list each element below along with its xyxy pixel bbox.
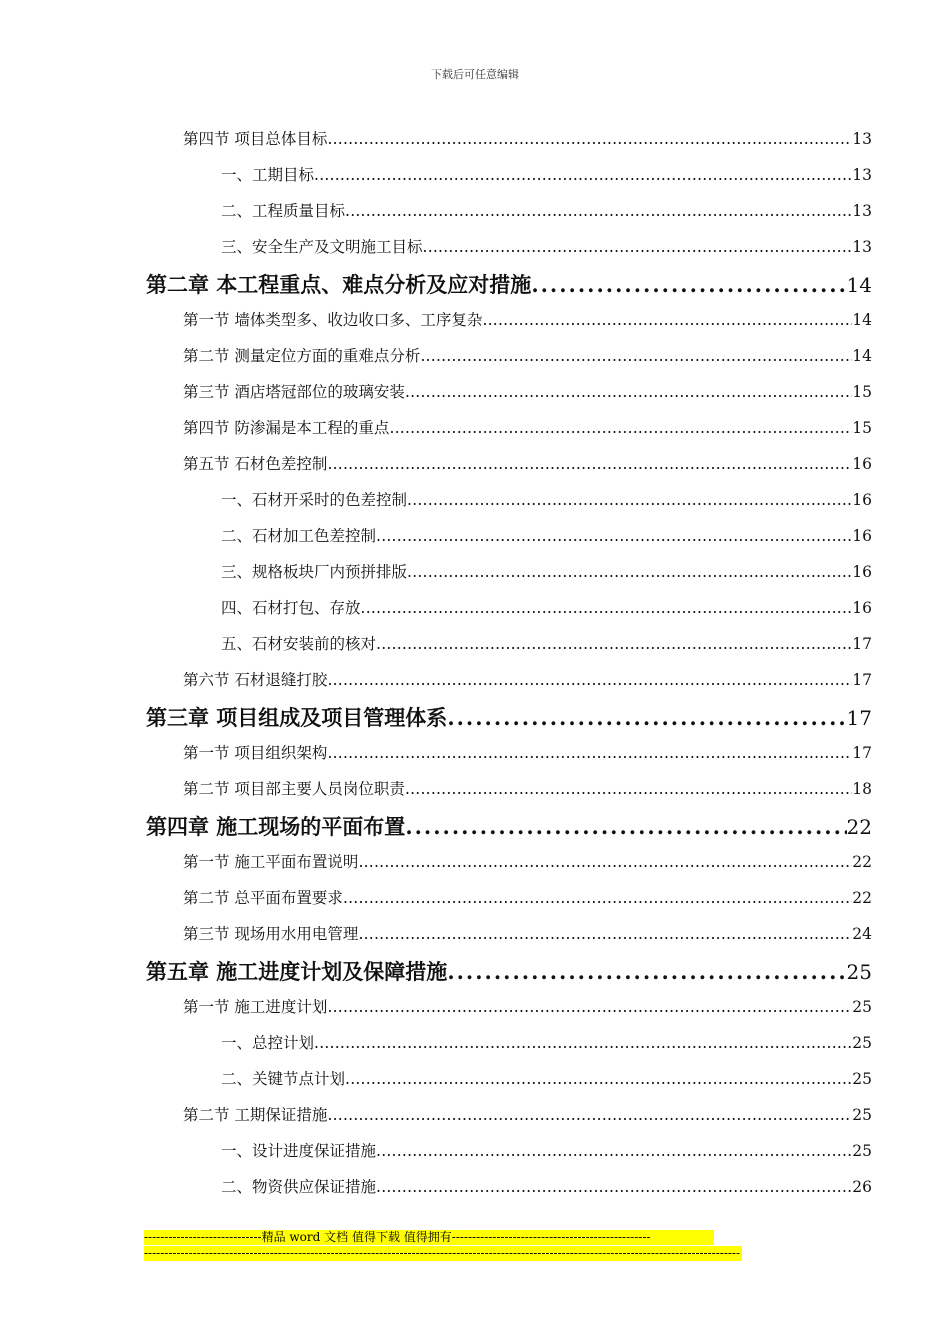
toc-entry-title: 第一节 项目组织架构 [183,744,328,762]
toc-entry-page: 25 [846,960,872,984]
toc-leader-dots [531,268,846,302]
toc-entry-title: 三、安全生产及文明施工目标 [221,238,423,256]
toc-entry-page: 26 [852,1178,872,1196]
toc-entry[interactable] [146,413,872,449]
toc-entry-page: 24 [852,925,872,943]
toc-leader-dots [447,955,846,989]
footer-divider-line: --------------------------------------------------------------------------------------------------------------------------------------------------- [144,1246,741,1260]
toc-leader-dots [423,232,853,262]
toc-leader-dots [327,449,852,479]
toc-entry-title: 第三节 现场用水用电管理 [183,925,359,943]
toc-leader-dots [407,485,852,515]
toc-entry-page: 25 [852,1070,872,1088]
toc-entry-title: 四、石材打包、存放 [221,599,361,617]
toc-leader-dots [345,196,852,226]
toc-entry-page: 16 [852,563,872,581]
toc-entry-page: 16 [852,599,872,617]
toc-leader-dots [407,557,852,587]
toc-entry-title: 第四节 项目总体目标 [183,130,328,148]
toc-entry-page: 22 [846,815,872,839]
toc-leader-dots [361,593,853,623]
toc-entry[interactable] [146,521,872,557]
toc-entry[interactable] [146,485,872,521]
toc-entry-title: 一、工期目标 [221,166,315,184]
toc-entry[interactable] [146,1136,872,1172]
toc-entry-page: 15 [852,383,872,401]
toc-entry-page: 25 [852,1106,872,1124]
footer-watermark-line: -----------------------------精品 word 文档 值得下载 值得拥有------------------------------------------------- [144,1230,714,1245]
toc-leader-dots [358,847,852,877]
toc-entry[interactable] [146,449,872,485]
toc-entry-page: 14 [852,347,872,365]
toc-entry-title: 五、石材安装前的核对 [221,635,377,653]
toc-leader-dots [405,774,852,804]
toc-entry[interactable] [146,847,872,883]
toc-entry[interactable] [146,593,872,629]
page-header: 下载后可任意编辑 [431,68,519,81]
toc-entry[interactable] [146,341,872,377]
toc-entry[interactable] [146,629,872,665]
toc-entry[interactable] [146,992,872,1028]
toc-entry-page: 25 [852,1142,872,1160]
toc-entry-title: 第一节 施工进度计划 [183,998,328,1016]
toc-entry-page: 17 [852,744,872,762]
toc-entry[interactable] [146,124,872,160]
toc-entry-page: 25 [852,998,872,1016]
toc-entry-title: 第二节 项目部主要人员岗位职责 [183,780,405,798]
toc-entry[interactable] [146,557,872,593]
toc-entry-page: 17 [852,671,872,689]
toc-entry[interactable] [146,883,872,919]
toc-leader-dots [327,1100,852,1130]
toc-entry-title: 第三节 酒店塔冠部位的玻璃安装 [183,383,405,401]
toc-entry-page: 15 [852,419,872,437]
toc-entry-page: 13 [852,238,872,256]
toc-leader-dots [376,521,852,551]
toc-chapter-entry[interactable] [146,268,872,305]
toc-entry[interactable] [146,774,872,810]
toc-leader-dots [482,305,852,335]
toc-leader-dots [405,810,846,844]
toc-leader-dots [327,738,852,768]
toc-entry-title: 第二节 工期保证措施 [183,1106,328,1124]
toc-entry-title: 二、关键节点计划 [221,1070,346,1088]
toc-leader-dots [327,124,852,154]
toc-leader-dots [327,665,852,695]
toc-entry[interactable] [146,305,872,341]
toc-entry-title: 三、规格板块厂内预拼排版 [221,563,408,581]
toc-leader-dots [327,992,852,1022]
toc-entry-title: 二、石材加工色差控制 [221,527,377,545]
toc-entry[interactable] [146,1100,872,1136]
toc-entry-title: 一、石材开采时的色差控制 [221,491,408,509]
toc-entry-page: 16 [852,527,872,545]
toc-entry-page: 17 [846,706,872,730]
toc-entry-page: 16 [852,491,872,509]
toc-entry-title: 第二节 测量定位方面的重难点分析 [183,347,421,365]
toc-entry-title: 第二节 总平面布置要求 [183,889,343,907]
toc-chapter-entry[interactable] [146,955,872,992]
toc-leader-dots [376,629,852,659]
toc-entry-page: 22 [852,889,872,907]
toc-chapter-entry[interactable] [146,701,872,738]
toc-leader-dots [376,1172,852,1202]
toc-entry-title: 一、总控计划 [221,1034,315,1052]
toc-leader-dots [389,413,852,443]
toc-leader-dots [358,919,852,949]
toc-entry[interactable] [146,232,872,268]
toc-entry-title: 第五章 施工进度计划及保障措施 [146,959,448,984]
toc-leader-dots [314,1028,852,1058]
toc-entry[interactable] [146,377,872,413]
toc-entry[interactable] [146,1028,872,1064]
toc-entry[interactable] [146,919,872,955]
toc-entry-title: 第六节 石材退缝打胶 [183,671,328,689]
toc-entry[interactable] [146,160,872,196]
toc-entry[interactable] [146,738,872,774]
toc-entry-title: 第二章 本工程重点、难点分析及应对措施 [146,272,532,297]
toc-entry-title: 二、工程质量目标 [221,202,346,220]
toc-leader-dots [405,377,852,407]
toc-leader-dots [376,1136,852,1166]
toc-entry-title: 第四章 施工现场的平面布置 [146,814,406,839]
toc-entry-page: 13 [852,166,872,184]
toc-entry-title: 第一节 施工平面布置说明 [183,853,359,871]
toc-entry[interactable] [146,196,872,232]
toc-entry-page: 16 [852,455,872,473]
toc-leader-dots [420,341,852,371]
toc-entry-title: 二、物资供应保证措施 [221,1178,377,1196]
toc-entry-title: 一、设计进度保证措施 [221,1142,377,1160]
toc-entry-page: 13 [852,202,872,220]
toc-entry-title: 第五节 石材色差控制 [183,455,328,473]
toc-leader-dots [345,1064,852,1094]
toc-entry-page: 25 [852,1034,872,1052]
table-of-contents [146,124,872,1208]
toc-entry[interactable] [146,1172,872,1208]
toc-entry-title: 第一节 墙体类型多、收边收口多、工序复杂 [183,311,483,329]
toc-entry[interactable] [146,1064,872,1100]
toc-entry-page: 17 [852,635,872,653]
toc-entry[interactable] [146,665,872,701]
toc-entry-title: 第三章 项目组成及项目管理体系 [146,705,448,730]
toc-entry-page: 18 [852,780,872,798]
toc-entry-page: 14 [852,311,872,329]
toc-entry-page: 22 [852,853,872,871]
toc-entry-page: 13 [852,130,872,148]
toc-chapter-entry[interactable] [146,810,872,847]
toc-entry-page: 14 [846,273,872,297]
toc-leader-dots [343,883,852,913]
toc-leader-dots [314,160,852,190]
toc-leader-dots [447,701,846,735]
toc-entry-title: 第四节 防渗漏是本工程的重点 [183,419,390,437]
